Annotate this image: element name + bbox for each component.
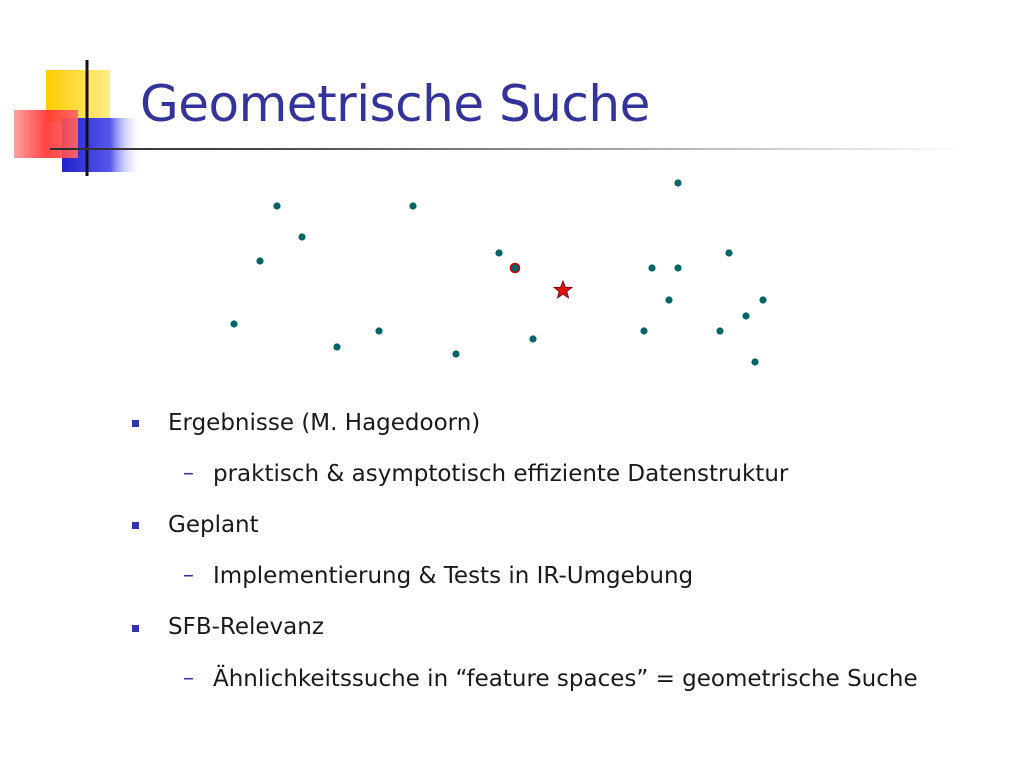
- bullet-item: SFB-Relevanz: [168, 614, 324, 640]
- bullet-marker: [132, 522, 139, 529]
- dash-marker: –: [183, 666, 194, 691]
- dash-marker: –: [183, 461, 194, 486]
- sub-bullet-item: Ähnlichkeitssuche in “feature spaces” = geometrische Suche: [213, 666, 918, 692]
- bullet-marker: [132, 420, 139, 427]
- bullet-item: Ergebnisse (M. Hagedoorn): [168, 410, 481, 436]
- bullet-item: Geplant: [168, 512, 259, 538]
- page-title: Geometrische Suche: [140, 75, 650, 133]
- bullet-marker: [132, 625, 139, 632]
- sub-bullet-item: praktisch & asymptotisch effiziente Datenstruktur: [213, 461, 789, 487]
- dash-marker: –: [183, 563, 194, 588]
- sub-bullet-item: Implementierung & Tests in IR-Umgebung: [213, 563, 694, 589]
